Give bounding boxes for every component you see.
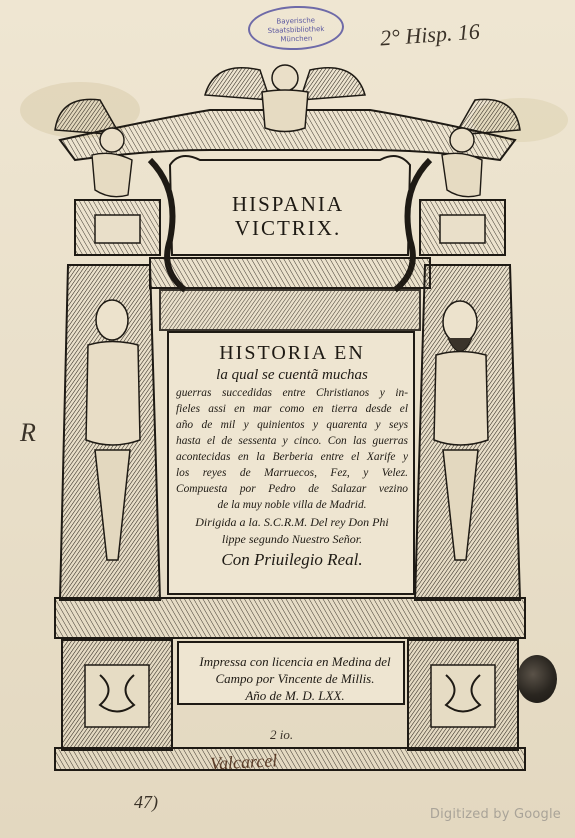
imprint xyxy=(196,653,394,704)
left-caryatid xyxy=(60,265,160,600)
title-line-2: VICTRIX. xyxy=(234,216,342,240)
digitized-watermark: Digitized by Google xyxy=(429,807,561,822)
text-line: guerras succedidas entre Christianos y in- xyxy=(176,387,408,399)
text-line: de la muy noble villa de Madrid. xyxy=(217,499,367,511)
margin-mark: R xyxy=(20,418,36,447)
imprint-line: Impressa con licencia en Medina del xyxy=(199,654,391,669)
folio-mark: 2 io. xyxy=(270,727,294,742)
text-line: año de mil y quinientos y quarenta y seys xyxy=(176,419,408,431)
privilege-line: Con Priuilegio Real. xyxy=(221,550,363,569)
shelfmark: 2° Hisp. 16 xyxy=(379,18,481,51)
stamp-line: München xyxy=(280,34,313,44)
description-block xyxy=(176,342,408,572)
title-line-1: HISPANIA xyxy=(231,192,345,216)
text-subheading: la qual se cuentã muchas xyxy=(216,367,368,383)
text-heading: HISTORIA EN xyxy=(219,342,365,364)
text-line: Compuesta por Pedro de Salazar vezino xyxy=(176,483,408,495)
text-line: hasta el de sessenta y cinco. Con las guerras xyxy=(176,435,408,447)
stamp-line: Staatsbibliothek xyxy=(267,25,325,35)
text-line: fieles assi en mar como en tierra desde el xyxy=(176,403,408,415)
dedication-line: Dirigida a la. S.C.R.M. Del rey Don Phi xyxy=(195,515,389,529)
imprint-line: Año de M. D. LXX. xyxy=(245,688,345,703)
dedication-line: lippe segundo Nuestro Señor. xyxy=(221,532,363,546)
wax-seal-icon xyxy=(517,655,557,703)
right-caryatid xyxy=(415,265,520,600)
stamp-line: Bayerische xyxy=(276,16,316,26)
imprint-line: Campo por Vincente de Millis. xyxy=(215,671,375,686)
text-line: acontecidas en la Berberia entre el Xarife y xyxy=(176,451,408,463)
text-line: los reyes de Marruecos, Fez, y Velez. xyxy=(176,467,408,479)
book-title xyxy=(180,192,396,240)
bottom-note: 47) xyxy=(134,792,158,812)
owner-signature: Valcarcel xyxy=(209,750,278,774)
